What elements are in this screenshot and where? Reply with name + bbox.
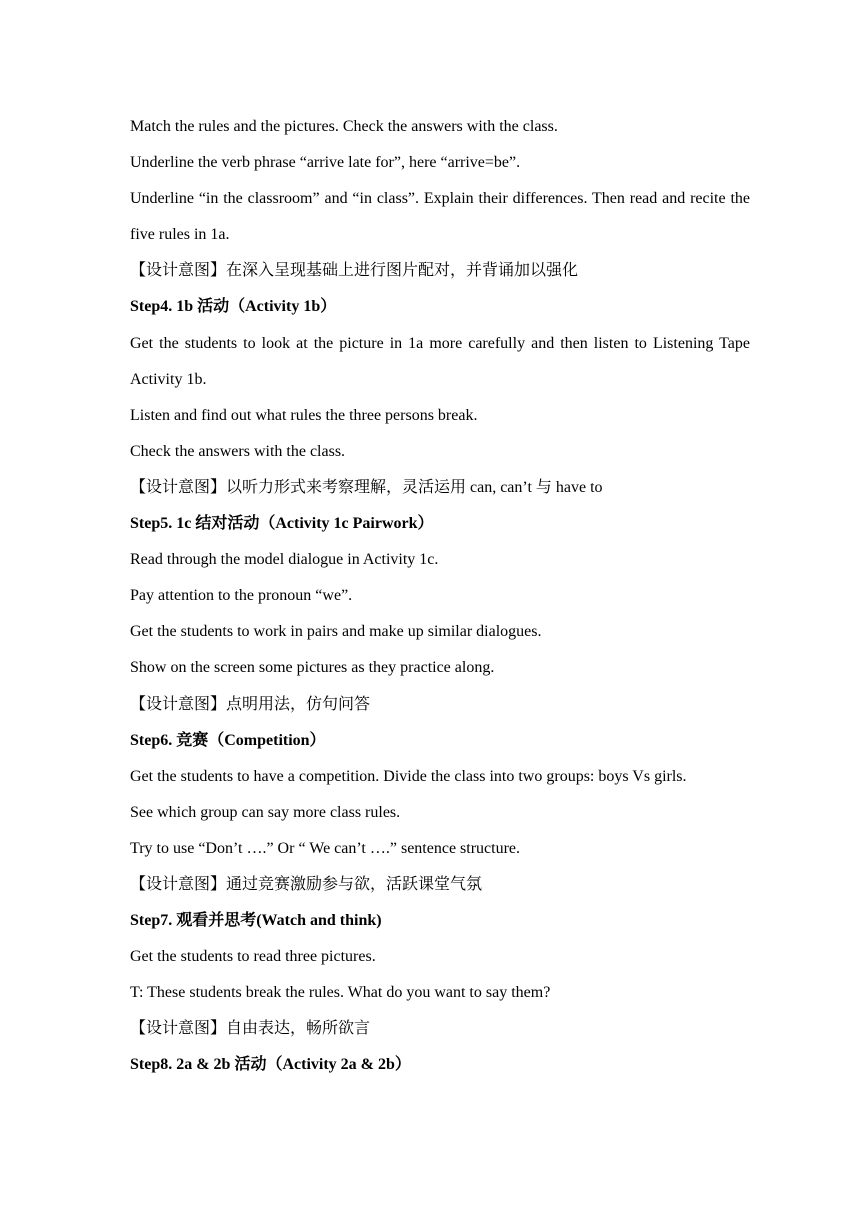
design-intent-note: 【设计意图】在深入呈现基础上进行图片配对，并背诵加以强化: [130, 262, 579, 280]
paragraph: Check the answers with the class.: [130, 442, 346, 460]
paragraph: Read through the model dialogue in Activity 1c.: [130, 551, 439, 569]
paragraph: Get the students to have a competition. Divide the class into two groups: boys Vs girls.: [130, 767, 687, 785]
step-heading: Step5. 1c 结对活动（Activity 1c Pairwork）: [130, 515, 434, 533]
paragraph: Show on the screen some pictures as they practice along.: [130, 659, 495, 677]
step-heading: Step7. 观看并思考(Watch and think): [130, 912, 382, 930]
paragraph: Get the students to work in pairs and make up similar dialogues.: [130, 623, 542, 641]
paragraph: T: These students break the rules. What do you want to say them?: [130, 984, 551, 1002]
design-intent-note: 【设计意图】点明用法，仿句问答: [130, 695, 371, 713]
paragraph: Pay attention to the pronoun “we”.: [130, 587, 353, 605]
paragraph: Get the students to read three pictures.: [130, 948, 376, 966]
design-intent-note: 【设计意图】通过竞赛激励参与欲，活跃课堂气氛: [130, 875, 483, 893]
paragraph: Listen and find out what rules the three persons break.: [130, 406, 478, 424]
step-heading: Step6. 竞赛（Competition）: [130, 731, 326, 749]
design-intent-note: 【设计意图】以听力形式来考察理解，灵活运用 can, can’t 与 have to: [130, 478, 603, 496]
paragraph: Underline the verb phrase “arrive late for”, here “arrive=be”.: [130, 154, 521, 172]
paragraph: Try to use “Don’t ….” Or “ We can’t ….” sentence structure.: [130, 839, 521, 857]
paragraph: Underline “in the classroom” and “in class”. Explain their differences. Then read and recite the five rules in 1a.: [130, 190, 750, 244]
step-heading: Step8. 2a & 2b 活动（Activity 2a & 2b）: [130, 1056, 411, 1074]
paragraph: Match the rules and the pictures. Check the answers with the class.: [130, 118, 558, 135]
document-body: [130, 109, 750, 1084]
paragraph: See which group can say more class rules.: [130, 803, 401, 821]
step-heading: Step4. 1b 活动（Activity 1b）: [130, 298, 337, 316]
design-intent-note: 【设计意图】自由表达，畅所欲言: [130, 1020, 371, 1038]
paragraph: Get the students to look at the picture in 1a more carefully and then listen to Listening Tape Activity 1b.: [130, 334, 750, 388]
